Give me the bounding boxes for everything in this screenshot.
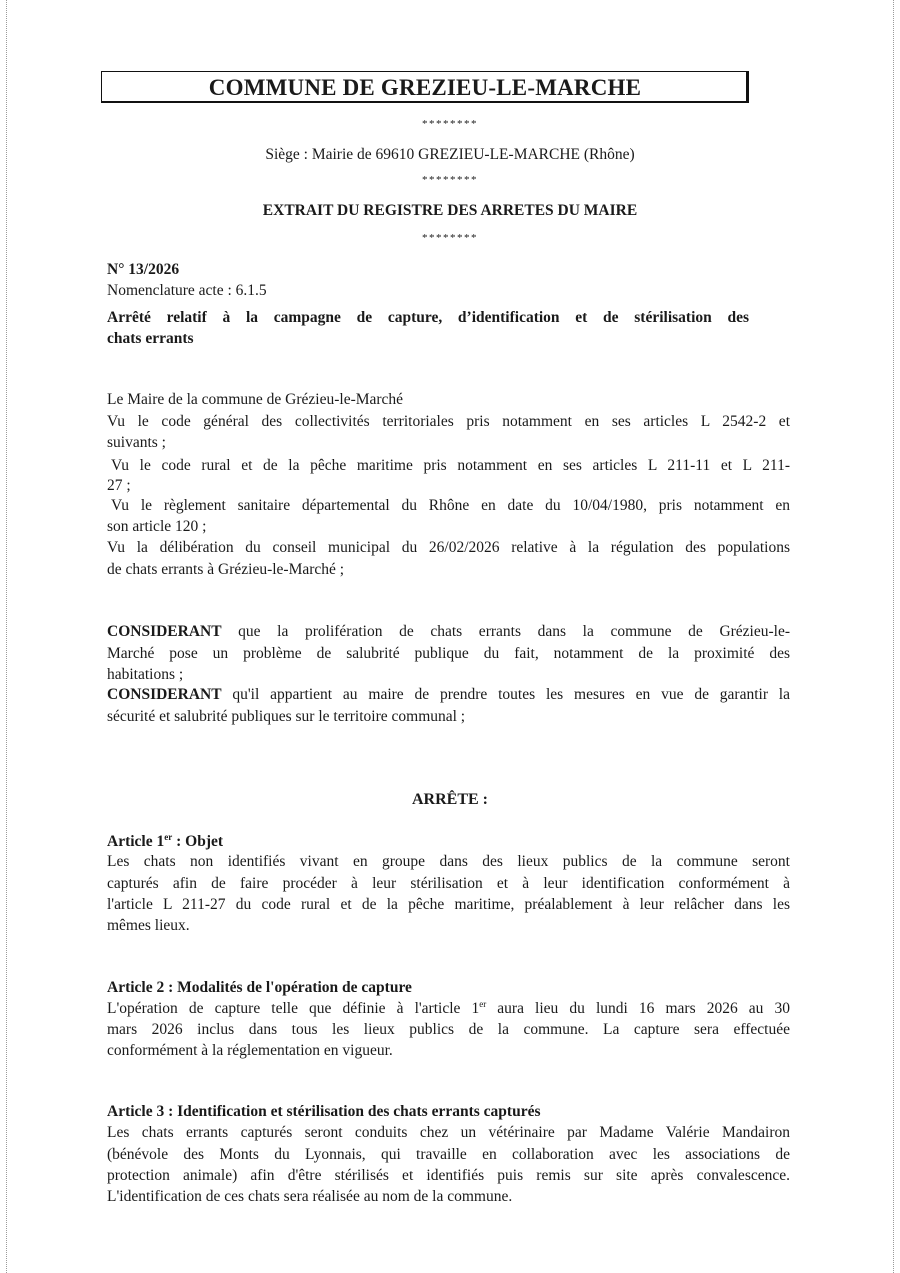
article-1-line: capturés afin de faire procéder à leur stérilisation et à leur identification conformément à [107, 875, 790, 892]
article-3-title: Article 3 : Identification et stérilisation des chats errants capturés [107, 1103, 541, 1120]
page-edge-left [6, 0, 7, 1273]
decision-heading: ARRÊTE : [411, 791, 488, 808]
article-2-line: mars 2026 inclus dans tous les lieux publics de la commune. La capture sera effectuée [107, 1021, 790, 1038]
article-3-line: protection animale) afin d'être stérilisés et identifiés puis remis sur site après convalescence. [107, 1167, 790, 1184]
considerant-line: Marché pose un problème de salubrité publique du fait, notamment de la proximité des [107, 645, 790, 662]
visa-line: Vu le code rural et de la pêche maritime pris notamment en ses articles L 211-11 et L 211- [111, 457, 790, 474]
article-3-line: (bénévole des Monts du Lyonnais, qui travaille en collaboration avec les associations de [107, 1146, 790, 1163]
considerant-keyword: CONSIDERANT [107, 623, 222, 640]
act-number: N° 13/2026 [107, 261, 180, 278]
article-1-title: Article 1er : Objet [107, 832, 224, 851]
visa-line: 27 ; [107, 477, 131, 494]
seat-line: Siège : Mairie de 69610 GREZIEU-LE-MARCHE (Rhône) [265, 146, 635, 163]
article-1-line: l'article L 211-27 du code rural et de la pêche maritime, préalablement à leur relâcher dans les [107, 896, 790, 913]
act-nomenclature: Nomenclature acte : 6.1.5 [107, 282, 267, 299]
considerant-line: sécurité et salubrité publiques sur le territoire communal ; [107, 708, 466, 725]
visa-line: Vu le règlement sanitaire départemental du Rhône en date du 10/04/1980, pris notamment en [111, 497, 790, 514]
visa-line: de chats errants à Grézieu-le-Marché ; [107, 561, 345, 578]
act-subject-line: chats errants [107, 330, 194, 347]
act-subject-line: Arrêté relatif à la campagne de capture, d’identification et de stérilisation des [107, 309, 749, 326]
article-2-title: Article 2 : Modalités de l'opération de capture [107, 979, 412, 996]
article-3-line: Les chats errants capturés seront conduits chez un vétérinaire par Madame Valérie Mandairon [107, 1124, 790, 1141]
separator-stars: ******** [422, 174, 478, 186]
article-3-line: L'identification de ces chats sera réalisée au nom de la commune. [107, 1188, 513, 1205]
page-edge-right [893, 0, 894, 1273]
considerant-line: habitations ; [107, 666, 184, 683]
visa-line: son article 120 ; [107, 518, 207, 535]
visa-line: Vu le code général des collectivités territoriales pris notamment en ses articles L 2542-2 et [107, 413, 790, 430]
register-heading: EXTRAIT DU REGISTRE DES ARRETES DU MAIRE [262, 202, 638, 219]
article-2-line: conformément à la réglementation en vigueur. [107, 1042, 393, 1059]
article-1-line: Les chats non identifiés vivant en groupe dans des lieux publics de la commune seront [107, 853, 790, 870]
visa-line: Vu la délibération du conseil municipal du 26/02/2026 relative à la régulation des populations [107, 539, 790, 556]
visa-line: suivants ; [107, 434, 166, 451]
separator-stars: ******** [422, 118, 478, 130]
separator-stars: ******** [422, 232, 478, 244]
mayor-line: Le Maire de la commune de Grézieu-le-Marché [107, 391, 404, 408]
article-2-line: L'opération de capture telle que définie à l'article 1er aura lieu du lundi 16 mars 2026 au 30 [107, 999, 790, 1018]
article-1-line: mêmes lieux. [107, 917, 190, 934]
considerant-line: CONSIDERANT qu'il appartient au maire de prendre toutes les mesures en vue de garantir la [107, 686, 790, 703]
commune-title: COMMUNE DE GREZIEU-LE-MARCHE [208, 75, 642, 100]
considerant-keyword: CONSIDERANT [107, 686, 222, 703]
considerant-line: CONSIDERANT que la prolifération de chats errants dans la commune de Grézieu-le- [107, 623, 790, 640]
